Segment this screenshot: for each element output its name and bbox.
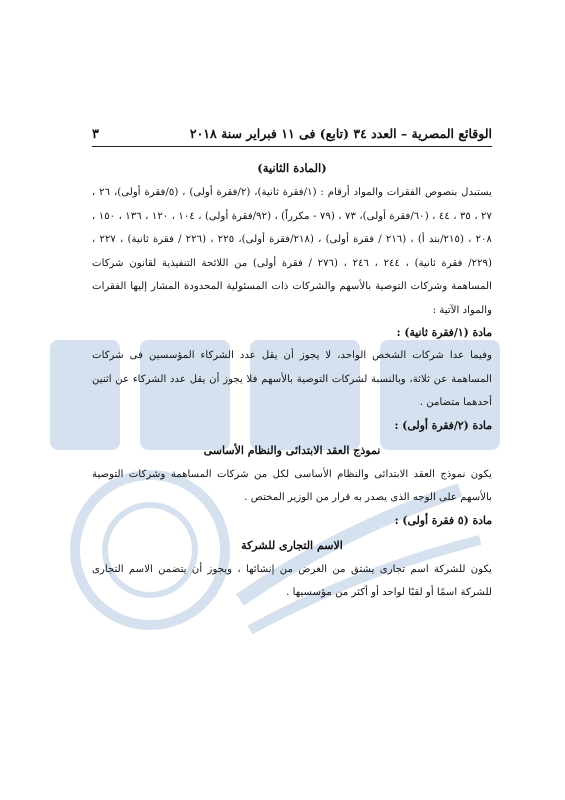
- article-5-text: يكون للشركة اسم تجارى يشتق من الغرض من إنشائها ، ويجوز أن يتضمن الاسم التجارى للشركة اسمًا أو لقبًا لواحد أو أكثر من مؤسسيها .: [92, 563, 492, 598]
- document-page: [92, 126, 492, 605]
- page-number: ٣: [92, 127, 99, 142]
- section-title: (المادة الثانية): [257, 161, 327, 175]
- article-5-subheading: الاسم التجارى للشركة: [241, 538, 343, 552]
- article-5-heading: مادة (٥ فقرة أولى) :: [394, 513, 492, 527]
- article-2-heading: مادة (٢/فقرة أولى) :: [394, 418, 492, 432]
- article-2-text: يكون نموذج العقد الابتدائى والنظام الأساسى لكل من شركات المساهمة وشركات التوصية بالأسهم على الوجه الذى يصدر به قرار من الوزير المختص .: [92, 468, 492, 503]
- page-header: [92, 126, 492, 147]
- article-1-text: وفيما عدا شركات الشخص الواحد، لا يجوز أن يقل عدد الشركاء المؤسسين فى شركات المساهمة عن ثلاثة، وبالنسبة لشركات التوصية بالأسهم فلا يجوز أن يقل عدد الشركاء عن اثنين أحدهما متضامن .: [92, 350, 492, 408]
- article-1-heading: مادة (١/فقرة ثانية) :: [396, 326, 492, 339]
- article-2-subheading: نموذج العقد الابتدائى والنظام الأساسى: [203, 443, 381, 457]
- intro-paragraph: يستبدل بنصوص الفقرات والمواد أرقام : (١/فقرة ثانية)، (٢/فقرة أولى) ، (٥/فقرة أولى)، ٢٦ ، ٢٧ ، ٣٥ ، ٤٤ ، (٦٠/فقرة أولى)، ٧٣ ، (٧٩ - مكرراً) ، (٩٢/فقرة أولى) ، ١٠٤ ، ١٢٠ ، ١٣٦ ، ١٥٠ ، ٢٠٨ ، (٢١٥/بند أ) ، (٢١٦ / فقرة أولى) ، (٢١٨/فقرة أولى)، ٢٢٥ ، (٢٢٦ / فقرة ثانية) ، ٢٢٧ ، (٢٢٩/ فقرة ثانية) ، ٢٤٤ ، ٢٤٦ ، (٢٧٦ / فقرة أولى) من اللائحة التنفيذية لقانون شركات المساهمة وشركات التوصية بالأسهم والشركات ذات المسئولية المحدودة المشار إليها الفقرات والمواد الآتية :: [92, 187, 493, 316]
- gazette-title: الوقائع المصرية – العدد ٣٤ (تابع) فى ١١ فبراير سنة ٢٠١٨: [189, 126, 492, 141]
